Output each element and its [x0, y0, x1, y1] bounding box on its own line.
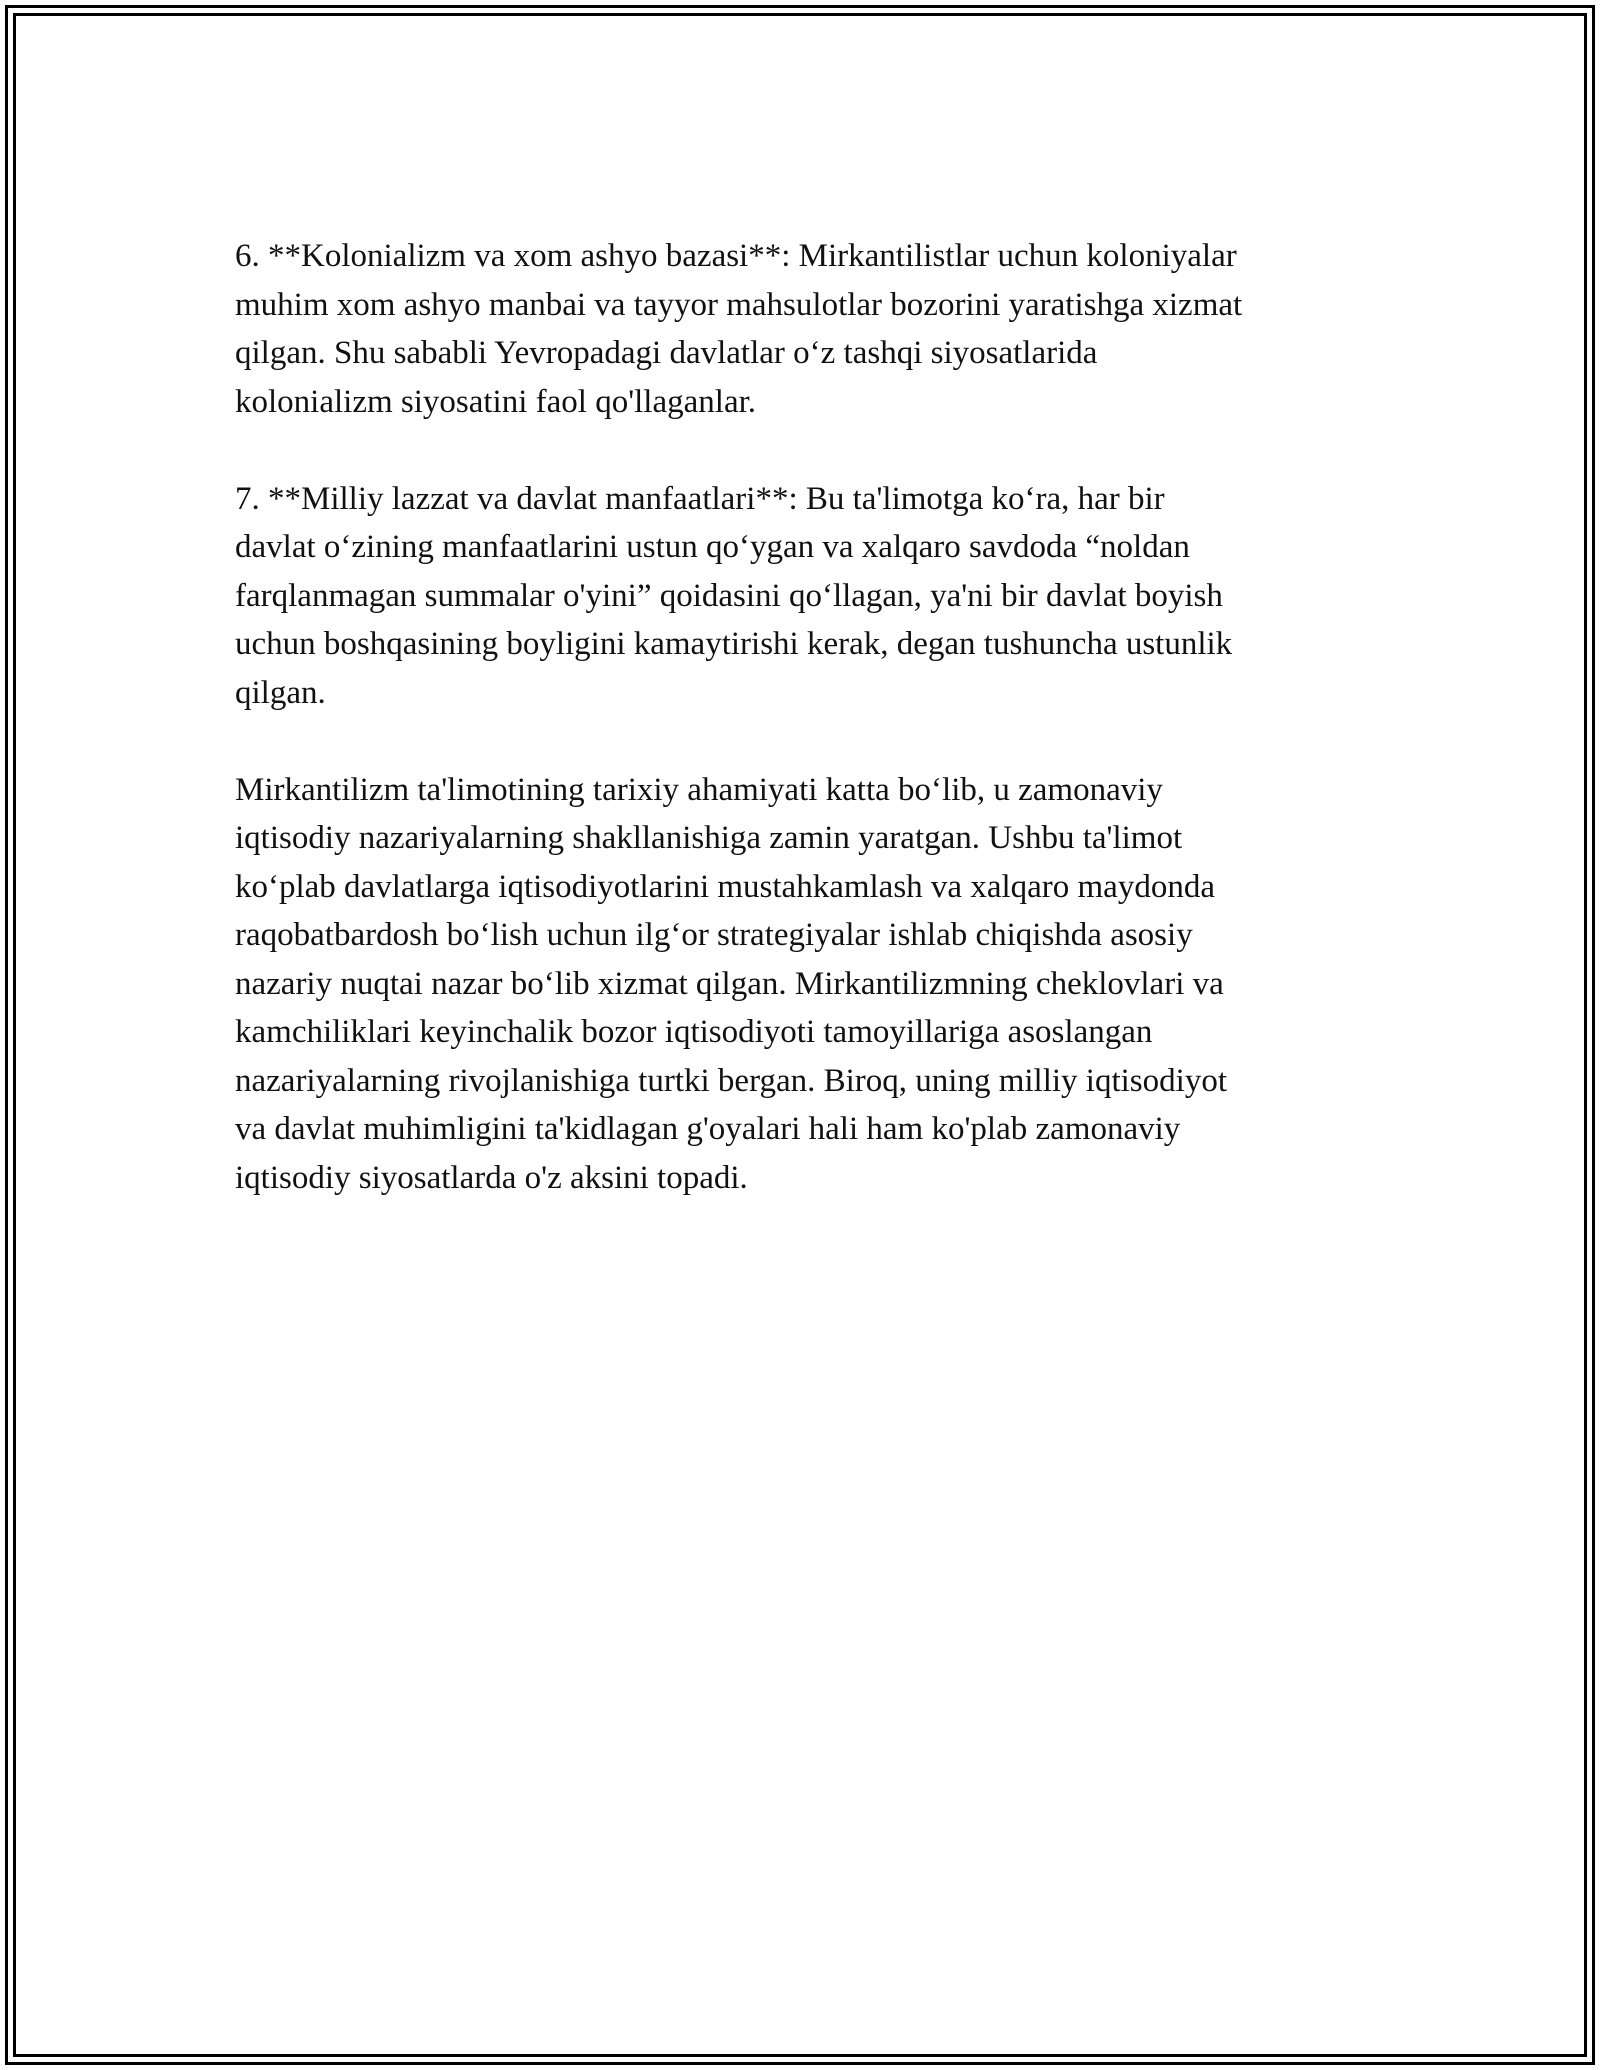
paragraph-national-interests: 7. **Milliy lazzat va davlat manfaatlari**: Bu ta'limotga ko‘ra, har bir davlat o‘zining manfaatlarini ustun qo‘ygan va xalqaro savdoda “noldan farqlanmagan summalar o'yini” qoidasini qo‘llagan, ya'ni bir davlat boyish uchun boshqasining boyligini kamaytirishi kerak, degan tushuncha ustunlik qilgan.	[235, 480, 1233, 711]
document-body	[235, 232, 1365, 1202]
paragraph-colonialism: 6. **Kolonializm va xom ashyo bazasi**: Mirkantilistlar uchun koloniyalar muhim xom ashyo manbai va tayyor mahsulotlar bozorini yaratishga xizmat qilgan. Shu sababli Yevropadagi davlatlar o‘z tashqi siyosatlarida kolonializm siyosatini faol qo'llaganlar.	[235, 238, 1243, 420]
paragraph-conclusion: Mirkantilizm ta'limotining tarixiy ahamiyati katta bo‘lib, u zamonaviy iqtisodiy nazariyalarning shakllanishiga zamin yaratgan. Ushbu ta'limot ko‘plab davlatlarga iqtisodiyotlarini mustahkamlash va xalqaro maydonda raqobatbardosh bo‘lish uchun ilg‘or strategiyalar ishlab chiqishda asosiy nazariy nuqtai nazar bo‘lib xizmat qilgan. Mirkantilizmning cheklovlari va kamchiliklari keyinchalik bozor iqtisodiyoti tamoyillariga asoslangan nazariyalarning rivojlanishiga turtki bergan. Biroq, uning milliy iqtisodiyot va davlat muhimligini ta'kidlagan g'oyalari hali ham ko'plab zamonaviy iqtisodiy siyosatlarda o'z aksini topadi.	[235, 771, 1227, 1196]
